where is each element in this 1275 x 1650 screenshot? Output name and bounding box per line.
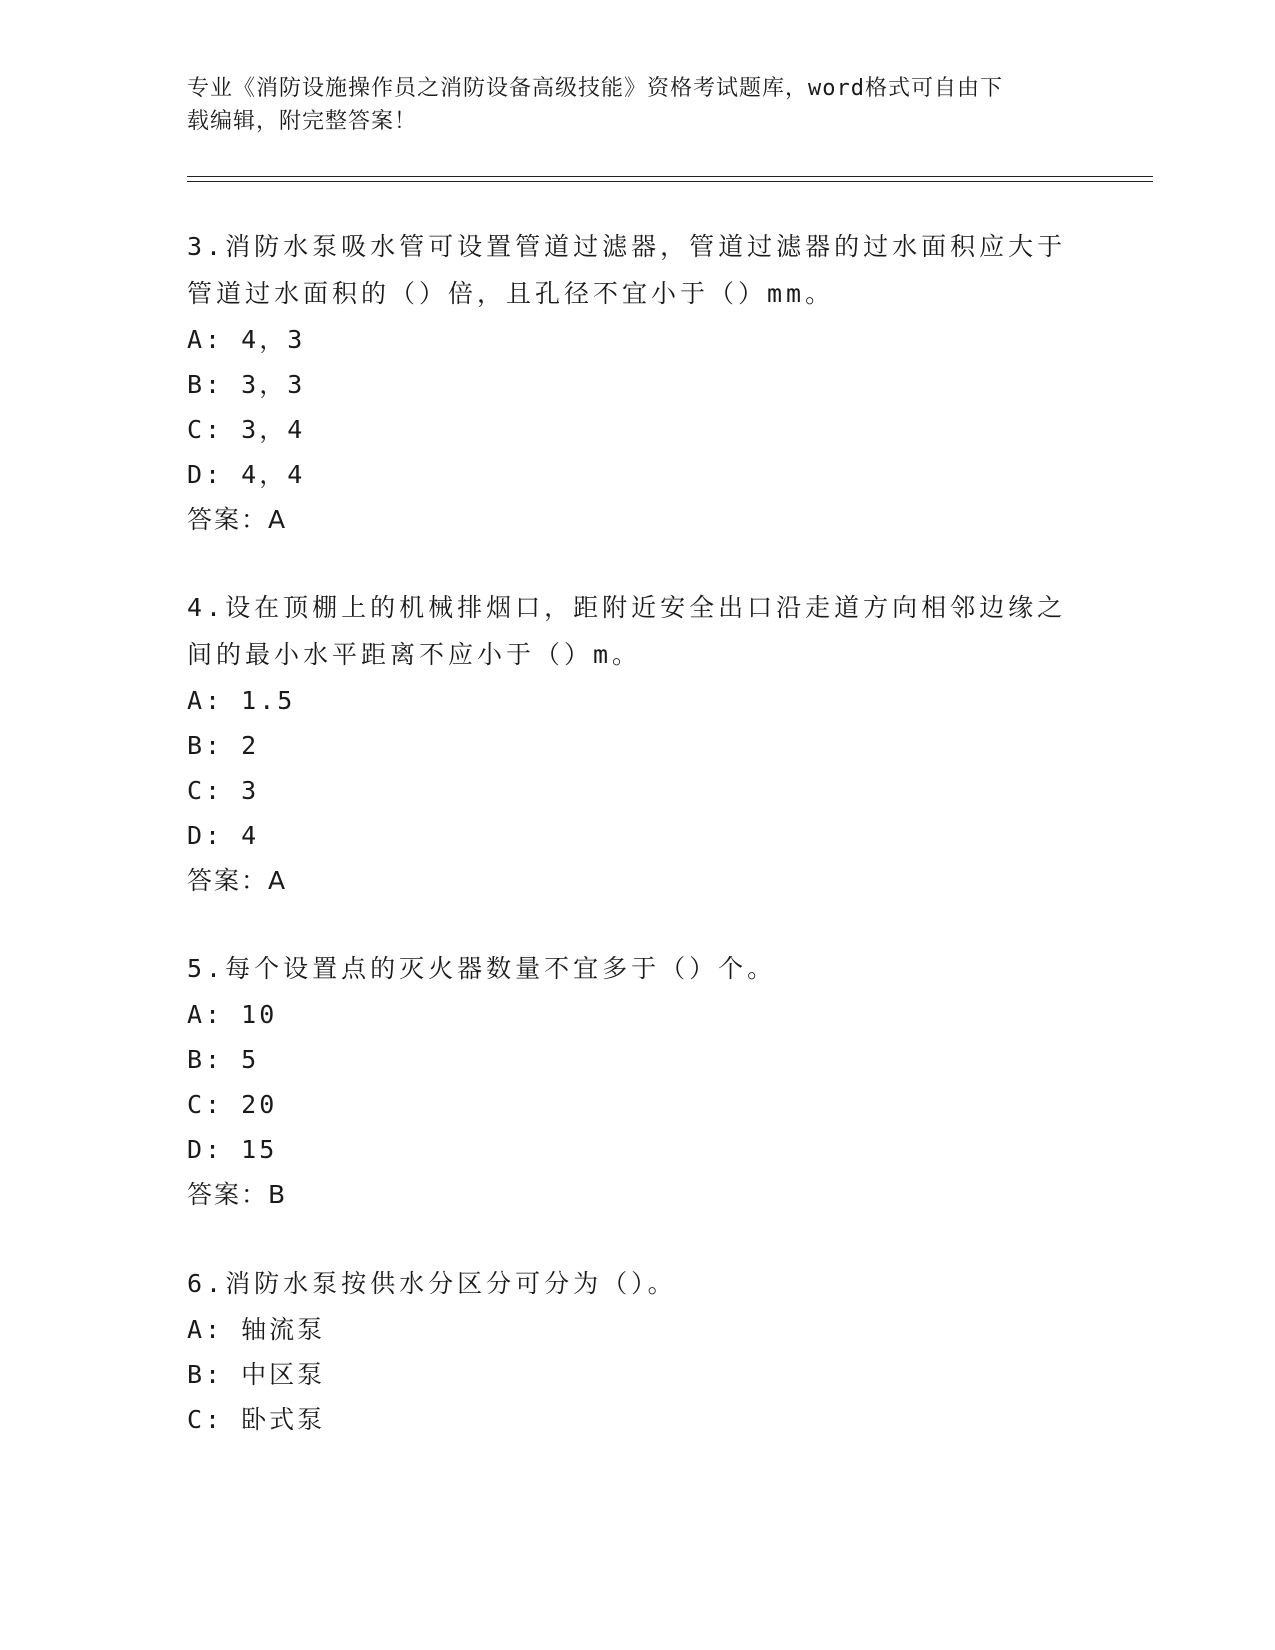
answer-line: 答案：A	[187, 505, 288, 534]
option-a: A: 1.5	[187, 686, 296, 715]
option-c: C: 卧式泵	[187, 1405, 326, 1434]
option-d: D: 4	[187, 821, 260, 850]
question-stem-line: 间的最小水平距离不应小于（）m。	[187, 640, 642, 669]
option-b: B: 中区泵	[187, 1360, 326, 1389]
header-double-rule	[187, 176, 1153, 182]
document-header	[187, 72, 1067, 138]
header-line-2: 载编辑，附完整答案！	[187, 109, 418, 134]
question-stem-line: 3.消防水泵吸水管可设置管道过滤器，管道过滤器的过水面积应大于	[187, 232, 1067, 261]
option-d: D: 15	[187, 1135, 278, 1164]
question-5	[187, 945, 1067, 1217]
answer-line: 答案：A	[187, 866, 288, 895]
option-b: B: 5	[187, 1045, 260, 1074]
question-4	[187, 584, 1067, 903]
question-6	[187, 1260, 1067, 1442]
question-stem-line: 4.设在顶棚上的机械排烟口，距附近安全出口沿走道方向相邻边缘之	[187, 593, 1067, 622]
option-d: D: 4，4	[187, 460, 306, 489]
answer-line: 答案：B	[187, 1180, 288, 1209]
option-a: A: 4，3	[187, 325, 306, 354]
question-stem-line: 管道过水面积的（）倍，且孔径不宜小于（）mm。	[187, 279, 835, 308]
header-line-1: 专业《消防设施操作员之消防设备高级技能》资格考试题库，word格式可自由下	[187, 76, 1003, 101]
option-a: A: 轴流泵	[187, 1315, 326, 1344]
question-stem-line: 5.每个设置点的灭火器数量不宜多于（）个。	[187, 954, 777, 983]
option-a: A: 10	[187, 1000, 278, 1029]
option-b: B: 2	[187, 731, 260, 760]
option-c: C: 3，4	[187, 415, 306, 444]
option-b: B: 3，3	[187, 370, 306, 399]
question-3	[187, 223, 1067, 542]
option-c: C: 20	[187, 1090, 278, 1119]
question-stem-line: 6.消防水泵按供水分区分可分为（）。	[187, 1269, 677, 1298]
option-c: C: 3	[187, 776, 260, 805]
